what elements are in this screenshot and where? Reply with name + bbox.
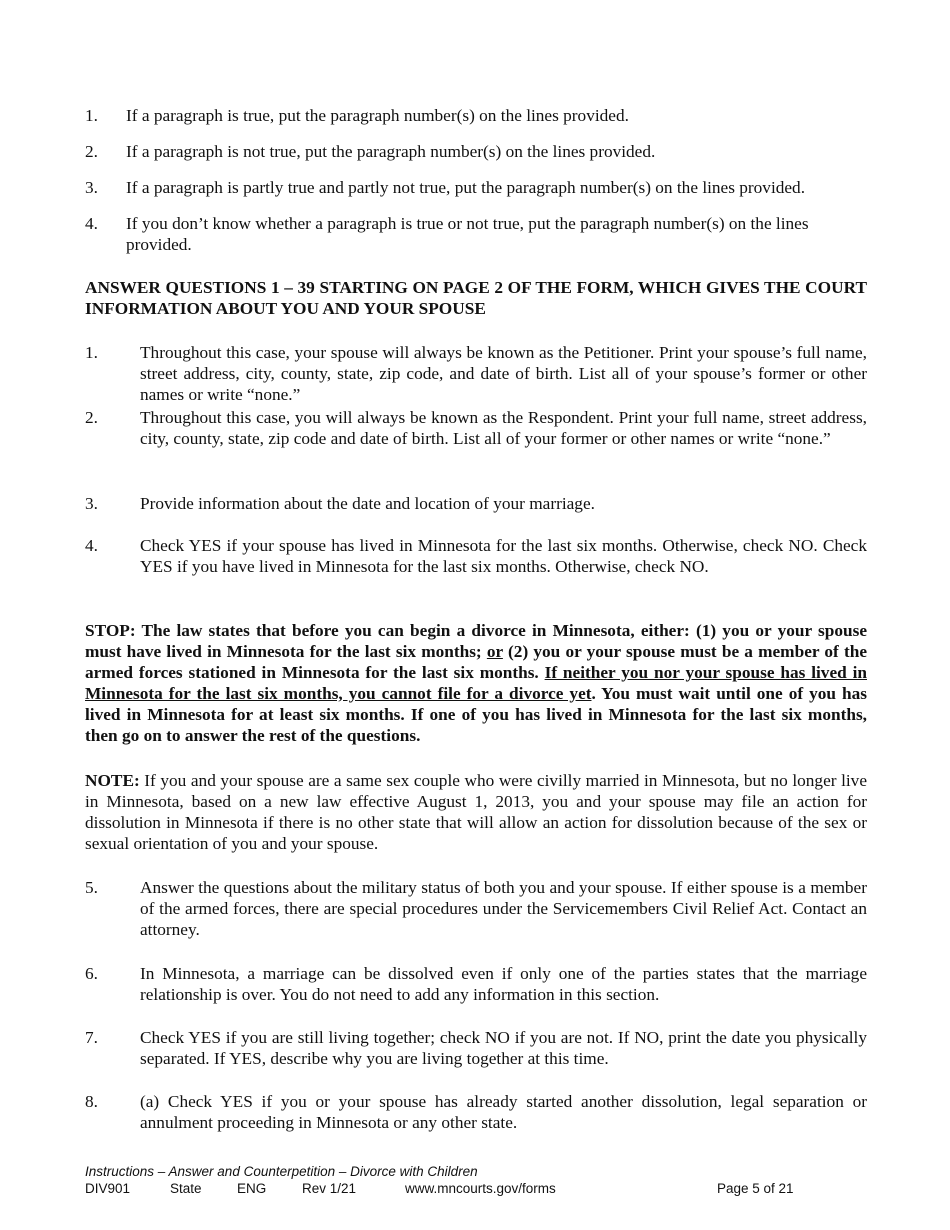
question-text: Check YES if your spouse has lived in Minnesota for the last six months. Otherwise, check NO. Check YES if you have lived in Minnesota for the last six months. Otherwise, check NO.: [140, 536, 867, 576]
stop-text-part1: STOP: The law states that before you can begin a divorce in Minnesota, either: (1) you or your spouse must have lived in Minnesota for the last six months;: [85, 621, 867, 661]
list-item-text: If a paragraph is true, put the paragraph number(s) on the lines provided.: [126, 106, 629, 125]
question-text: Throughout this case, your spouse will always be known as the Petitioner. Print your spouse’s full name, street address, city, county, state, zip code, and date of birth. List all of your spouse’s former or other names or write “none.”: [140, 343, 867, 404]
question-item: [85, 1027, 867, 1091]
question-number: 8.: [85, 1092, 98, 1111]
list-item-number: 3.: [85, 178, 98, 197]
stop-warning: [85, 620, 867, 746]
footer-title: Instructions – Answer and Counterpetition – Divorce with Children: [85, 1164, 478, 1179]
list-item-text: If a paragraph is not true, put the paragraph number(s) on the lines provided.: [126, 142, 656, 161]
question-number: 6.: [85, 964, 98, 983]
stop-or-word: or: [486, 642, 503, 661]
list-item-text: If you don’t know whether a paragraph is true or not true, put the paragraph number(s) on the lines provided.: [126, 214, 809, 254]
question-item: [85, 1091, 867, 1133]
question-text: Throughout this case, you will always be known as the Respondent. Print your full name, street address, city, county, state, zip code and date of birth. List all of your former or other names or write “none.”: [140, 408, 867, 448]
footer-url[interactable]: www.mncourts.gov/forms: [405, 1181, 556, 1196]
note-paragraph: [85, 770, 867, 854]
section-heading: ANSWER QUESTIONS 1 – 39 STARTING ON PAGE 2 OF THE FORM, WHICH GIVES THE COURT INFORMATION ABOUT YOU AND YOUR SPOUSE: [85, 278, 867, 318]
note-text: If you and your spouse are a same sex couple who were civilly married in Minnesota, but no longer live in Minnesota, based on a new law effective August 1, 2013, you and your spouse may file an action for dissolution in Minnesota if there is no other state that will allow an action for dissolution because of the sex or sexual orientation of you and your spouse.: [85, 771, 867, 853]
question-item: [85, 493, 867, 535]
footer-form-id: DIV901: [85, 1181, 131, 1196]
list-item: [85, 177, 867, 198]
question-item: [85, 407, 867, 493]
list-item-number: 1.: [85, 106, 98, 125]
list-item: [85, 105, 867, 126]
question-number: 2.: [85, 408, 98, 427]
footer-meta-row: [85, 1180, 865, 1197]
question-text: In Minnesota, a marriage can be dissolved even if only one of the parties states that the marriage relationship is over. You do not need to add any information in this section.: [140, 964, 867, 1004]
question-text: Check YES if you are still living together; check NO if you are not. If NO, print the date you physically separated. If YES, describe why you are living together at this time.: [140, 1028, 867, 1068]
question-item: [85, 963, 867, 1027]
question-item: [85, 877, 867, 963]
stop-text-part3: . You must wait until one of you has lived in Minnesota for at least six months. If one of you has lived in Minnesota for the last six months, then go on to answer the rest of the questions.: [85, 684, 867, 745]
stop-underlined-text: If neither you nor your spouse has lived in Minnesota for the last six months, you cannot file for a divorce yet: [85, 663, 867, 703]
question-number: 1.: [85, 343, 98, 362]
footer-language: ENG: [237, 1181, 267, 1196]
list-item-number: 2.: [85, 142, 98, 161]
page-footer: [85, 1163, 865, 1197]
list-item: [85, 213, 867, 255]
question-number: 4.: [85, 536, 98, 555]
question-text: Answer the questions about the military status of both you and your spouse. If either spouse is a member of the armed forces, there are special procedures under the Servicemembers Civil Relief Act. Contact an attorney.: [140, 878, 867, 939]
question-item: [85, 535, 867, 577]
footer-page-number: Page 5 of 21: [717, 1181, 794, 1196]
question-item: [85, 342, 867, 407]
list-item-number: 4.: [85, 214, 98, 233]
instruction-list: [85, 105, 867, 270]
list-item: [85, 141, 867, 162]
question-list-1: [85, 342, 867, 577]
footer-revision: Rev 1/21: [302, 1181, 357, 1196]
question-number: 5.: [85, 878, 98, 897]
question-number: 7.: [85, 1028, 98, 1047]
stop-text-part2: (2) you or your spouse must be a member of the armed forces stationed in Minnesota for the last six months.: [85, 642, 868, 682]
question-text: Provide information about the date and location of your marriage.: [140, 494, 595, 513]
question-text: (a) Check YES if you or your spouse has already started another dissolution, legal separation or annulment proceeding in Minnesota or any other state.: [140, 1092, 867, 1132]
footer-state: State: [170, 1181, 202, 1196]
question-number: 3.: [85, 494, 98, 513]
note-label: NOTE:: [85, 771, 140, 790]
question-list-2: [85, 877, 867, 1133]
list-item-text: If a paragraph is partly true and partly not true, put the paragraph number(s) on the lines provided.: [126, 178, 806, 197]
